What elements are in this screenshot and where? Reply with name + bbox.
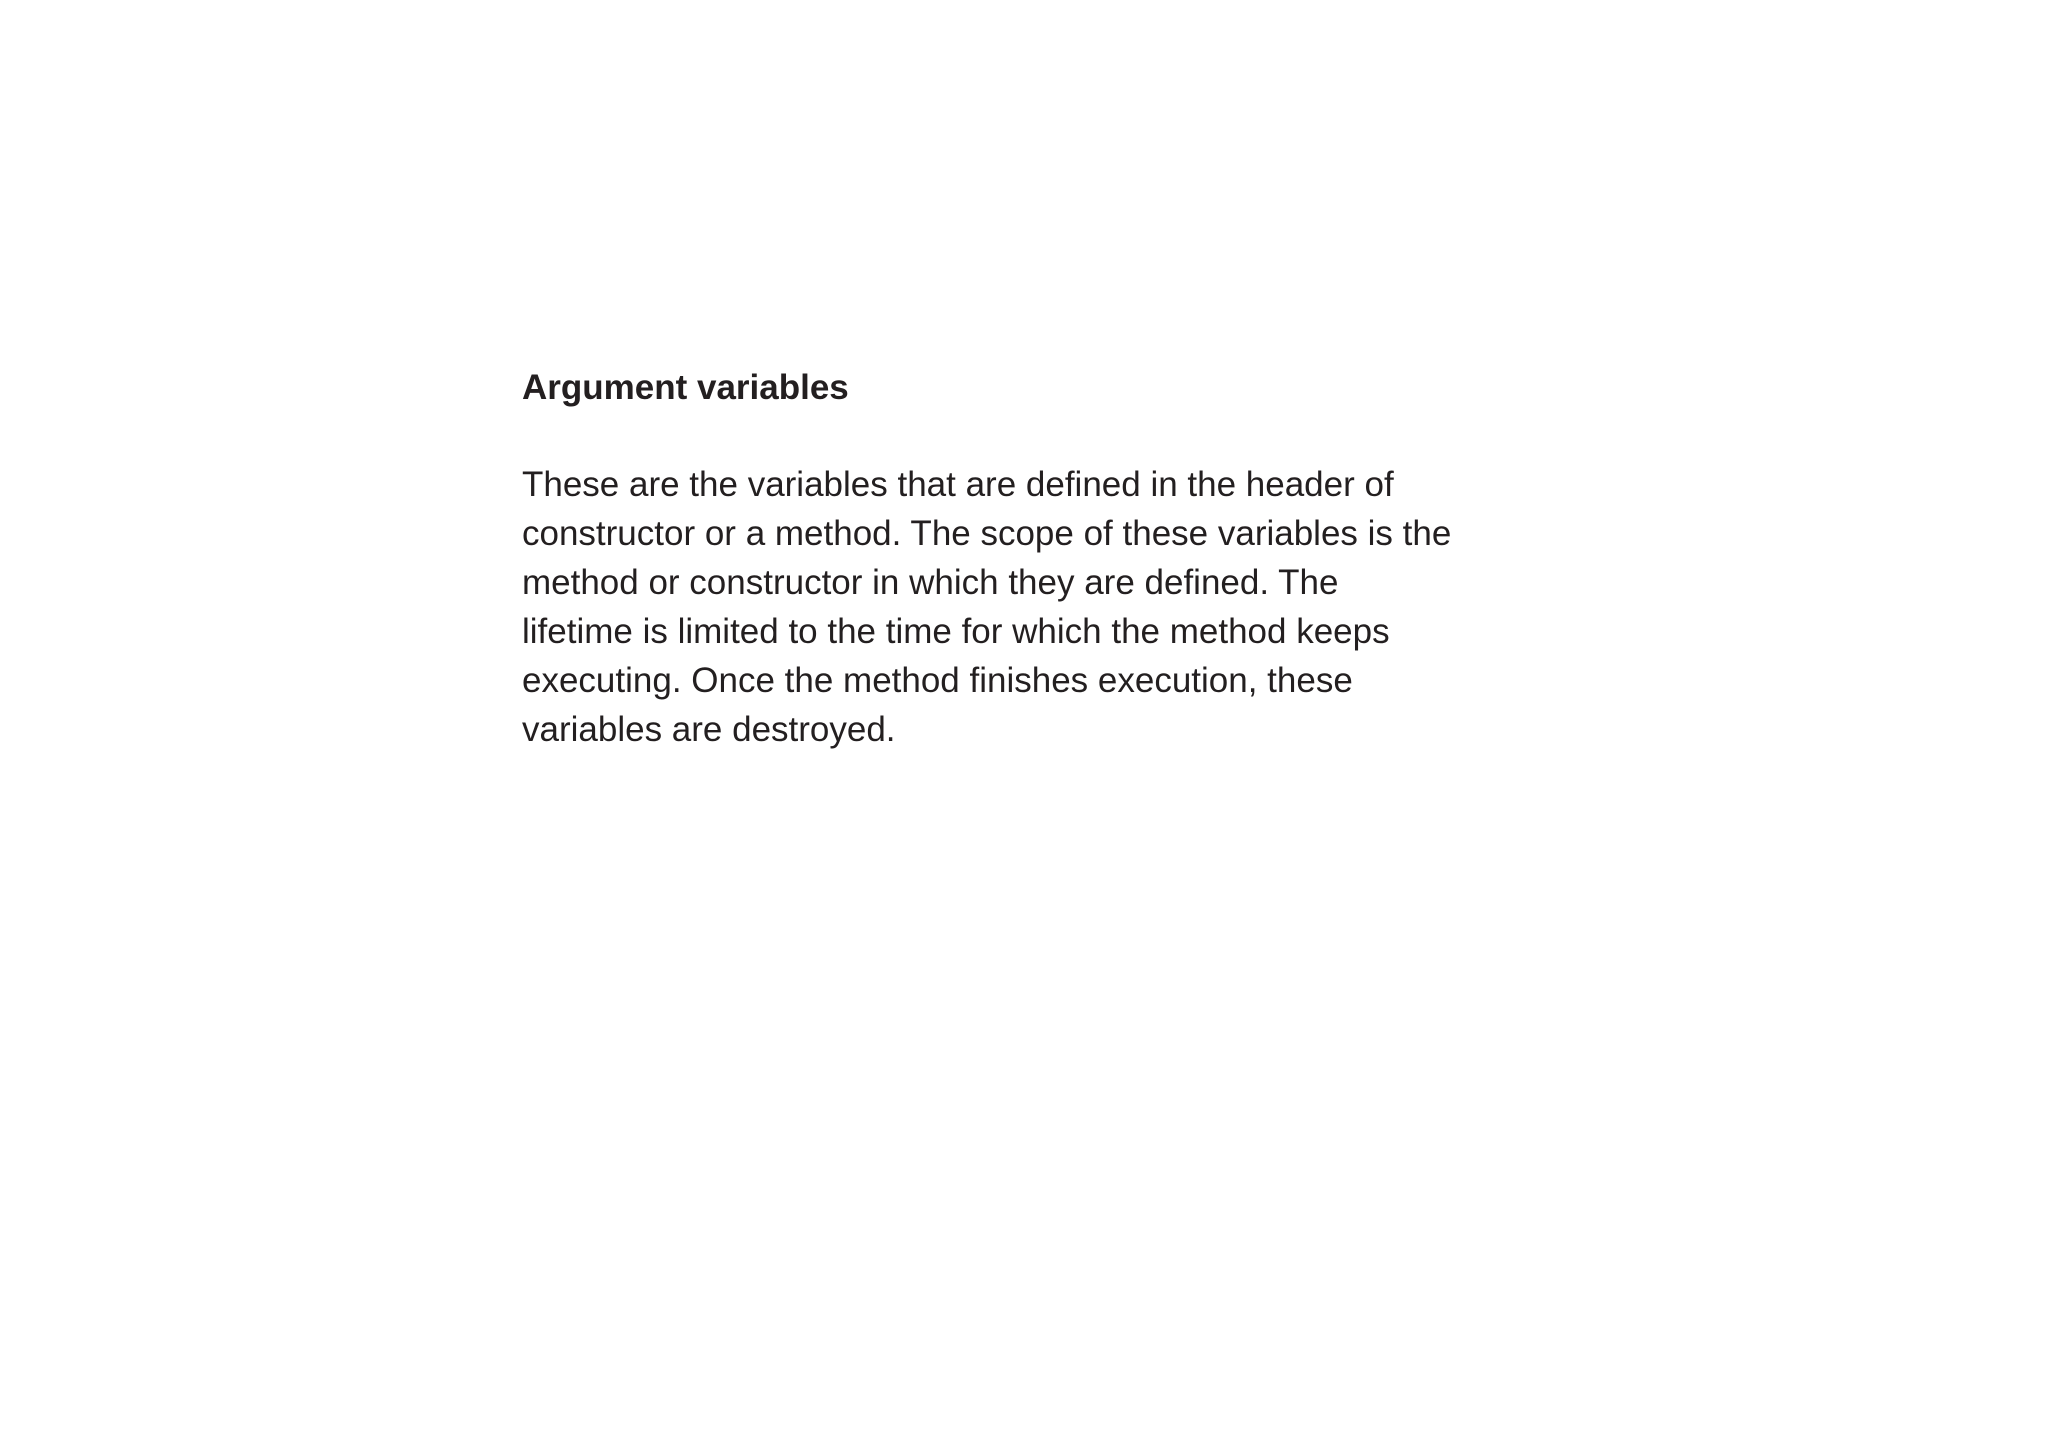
section-heading: Argument variables <box>522 368 849 407</box>
paragraph-line: constructor or a method. The scope of these variables is the <box>522 514 1452 553</box>
paragraph-line: variables are destroyed. <box>522 710 896 749</box>
paragraph-line: method or constructor in which they are defined. The <box>522 563 1339 602</box>
paragraph-line: executing. Once the method finishes execution, these <box>522 661 1353 700</box>
text-block <box>522 362 1562 754</box>
paragraph-line: lifetime is limited to the time for which the method keeps <box>522 612 1390 651</box>
body-paragraph <box>522 460 1562 754</box>
paragraph-line: These are the variables that are defined in the header of <box>522 465 1394 504</box>
